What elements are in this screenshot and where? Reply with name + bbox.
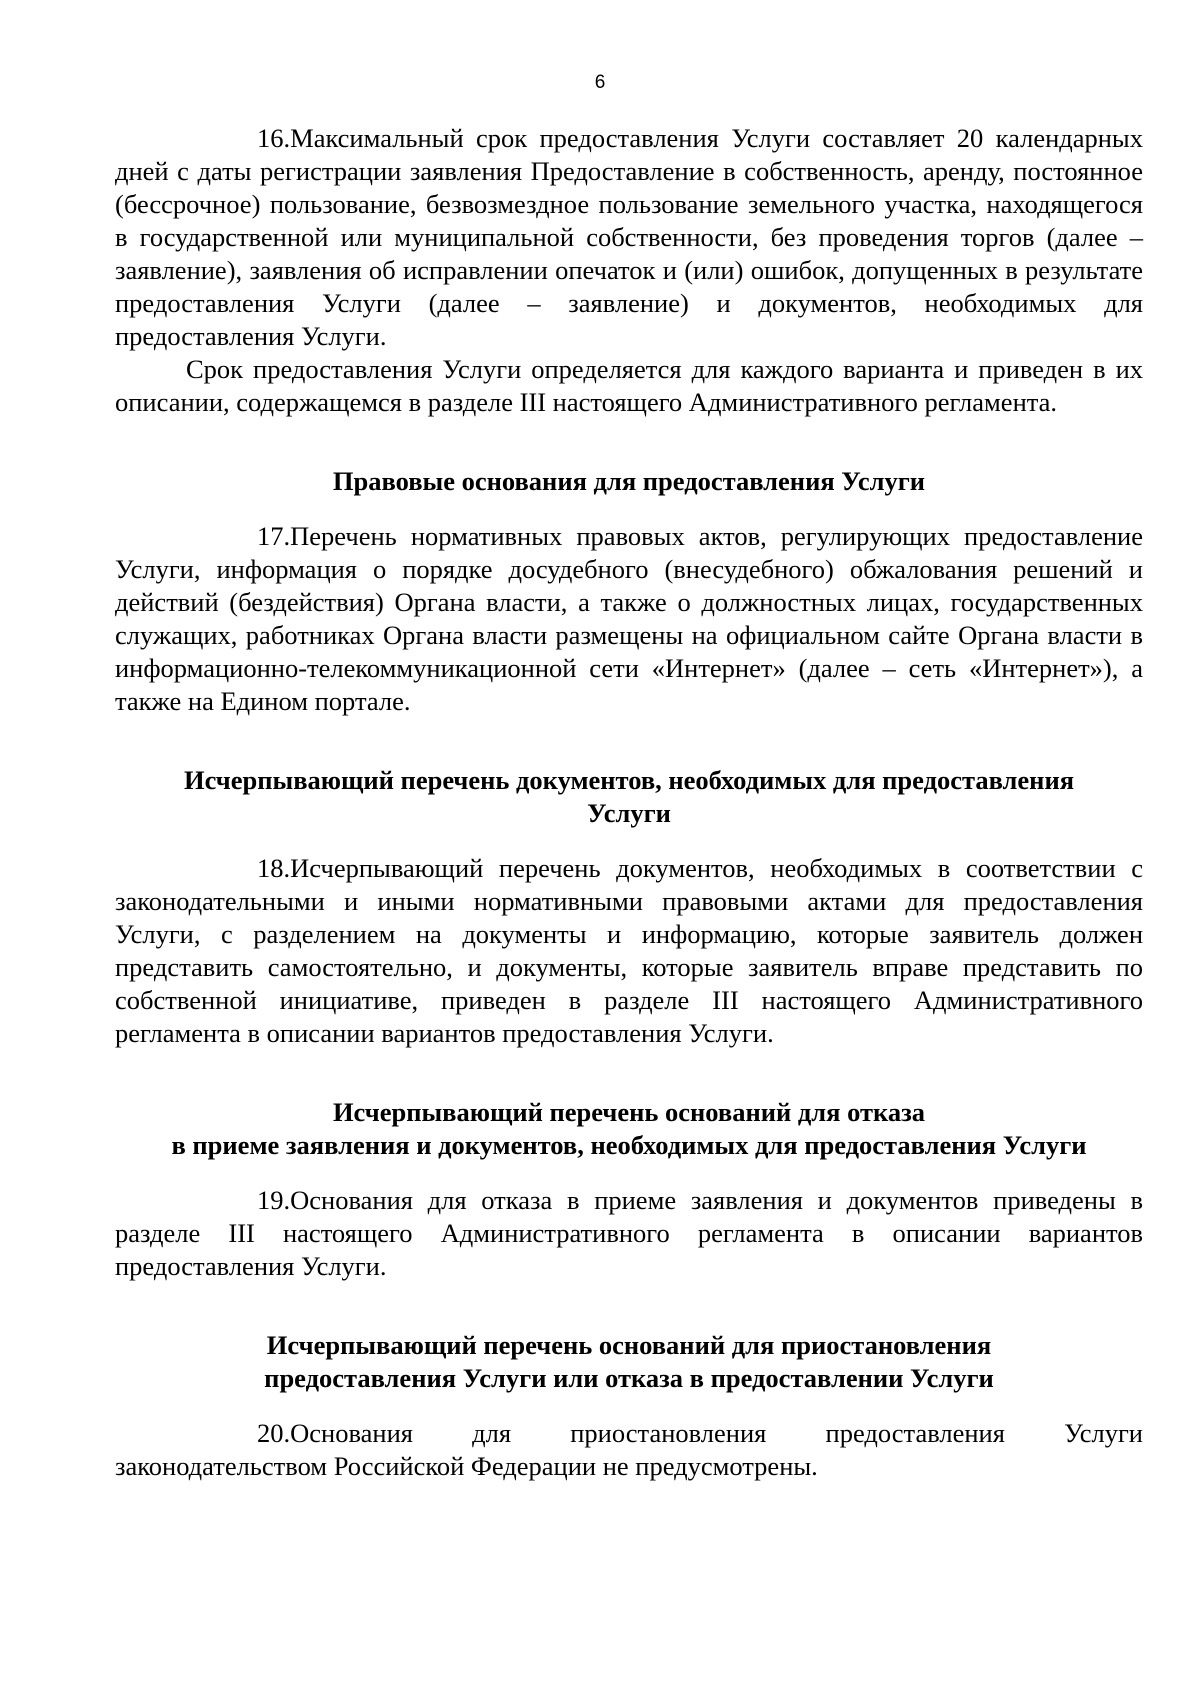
section-heading [115, 1329, 1143, 1395]
paragraph-number: 17. [257, 521, 291, 551]
heading-line: Исчерпывающий перечень оснований для приостановления [266, 1330, 992, 1360]
section-heading [115, 764, 1143, 830]
paragraph-18 [115, 852, 1143, 1050]
paragraph-20 [115, 1417, 1143, 1483]
paragraph-text: Максимальный срок предоставления Услуги составляет 20 календарных дней с даты регистрации заявления Предоставление в собственность, аренду, постоянное (бессрочное) пользование, безвозмездное пользование земельного участка, находящегося в государственной или муниципальной собственности, без проведения торгов (далее – заявление), заявления об исправлении опечаток и (или) ошибок, допущенных в результате предоставления Услуги (далее – заявление) и документов, необходимых для предоставления Услуги. [115, 123, 1143, 351]
document-body [115, 122, 1143, 1483]
section-documents-list [115, 764, 1143, 1050]
heading-line: Услуги [587, 798, 671, 828]
heading-line: предоставления Услуги или отказа в предоставлении Услуги [264, 1363, 994, 1393]
section-suspension-grounds [115, 1329, 1143, 1483]
section-legal-basis [115, 465, 1143, 718]
paragraph-text: Перечень нормативных правовых актов, регулирующих предоставление Услуги, информация о порядке досудебного (внесудебного) обжалования решений и действий (бездействия) Органа власти, а также о должностных лицах, государственных служащих, работниках Органа власти размещены на официальном сайте Органа власти в информационно-телекоммуникационной сети «Интернет» (далее – сеть «Интернет»), а также на Едином портале. [115, 521, 1143, 716]
section-service-term [115, 122, 1143, 419]
paragraph-19 [115, 1184, 1143, 1283]
paragraph-16 [115, 122, 1143, 353]
paragraph-text: Основания для приостановления предоставления Услуги законодательством Российской Федерации не предусмотрены. [115, 1418, 1143, 1481]
paragraph-text: Исчерпывающий перечень документов, необходимых в соответствии с законодательными и иными нормативными правовыми актами для предоставления Услуги, с разделением на документы и информацию, которые заявитель должен представить самостоятельно, и документы, которые заявитель вправе представить по собственной инициативе, приведен в разделе III настоящего Административного регламента в описании вариантов предоставления Услуги. [115, 853, 1143, 1048]
heading-line: Исчерпывающий перечень документов, необходимых для предоставления [183, 765, 1075, 795]
section-refusal-grounds [115, 1096, 1143, 1283]
paragraph-number: 16. [257, 123, 291, 153]
paragraph-text: Основания для отказа в приеме заявления и документов приведены в разделе III настоящего Административного регламента в описании вариантов предоставления Услуги. [115, 1185, 1143, 1281]
paragraph-number: 18. [257, 853, 291, 883]
paragraph-17 [115, 520, 1143, 718]
section-heading [115, 465, 1143, 498]
page-number: 6 [594, 72, 606, 93]
paragraph-text: Срок предоставления Услуги определяется для каждого варианта и приведен в их описании, содержащемся в разделе III настоящего Административного регламента. [115, 354, 1143, 417]
paragraph-number: 19. [257, 1185, 291, 1215]
section-heading [115, 1096, 1143, 1162]
heading-line: в приеме заявления и документов, необходимых для предоставления Услуги [171, 1130, 1087, 1160]
paragraph-number: 20. [257, 1418, 291, 1448]
heading-line: Исчерпывающий перечень оснований для отказа [332, 1097, 926, 1127]
paragraph-16-continued [115, 353, 1143, 419]
heading-line: Правовые основания для предоставления Услуги [332, 466, 926, 496]
